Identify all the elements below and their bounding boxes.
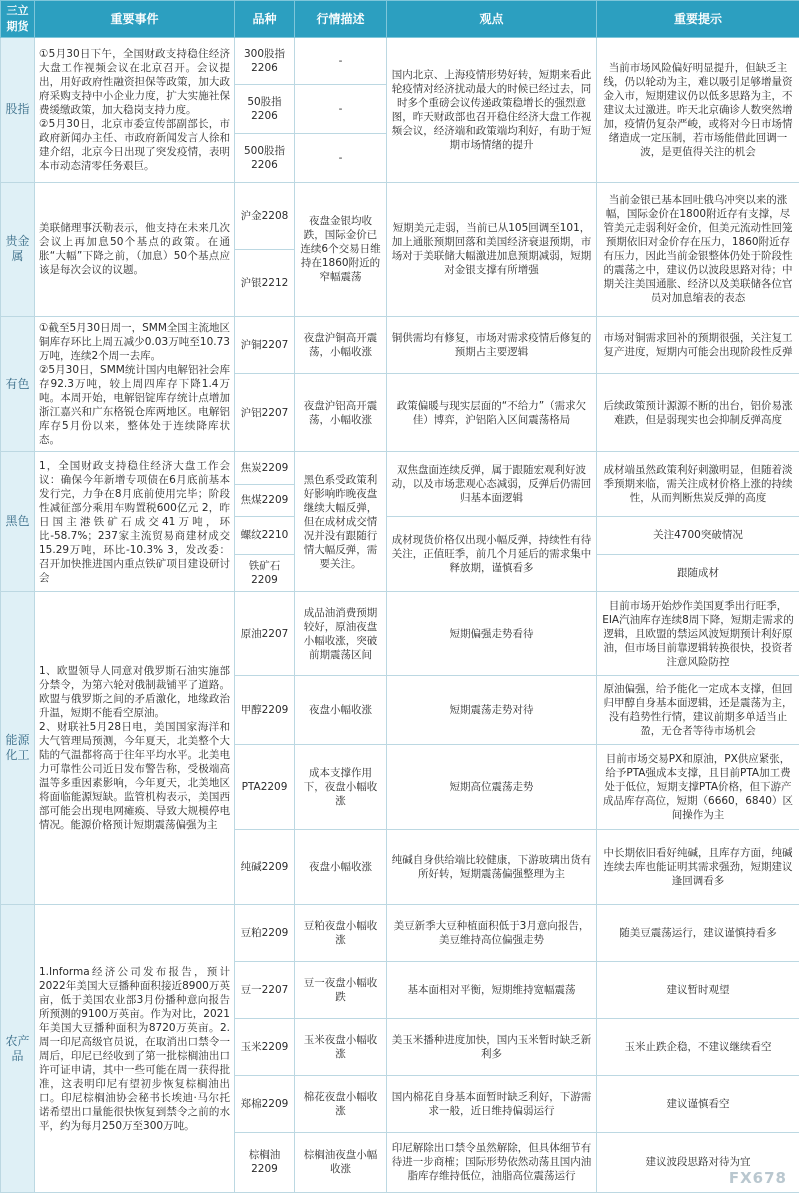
event-cell: 1，全国财政支持稳住经济大盘工作会议：确保今年新增专项债在6月底前基本发行完，力争在8月底前使用完毕；阶段性减征部分乘用车购置税600亿元 2，昨日国主港铁矿石成交41万吨，环比-58.7%；237家主流贸易商建材成交15.29万吨，环比-10.3% 3，发改委：召开加快推进国内重点铁矿项目建设研讨会: [35, 452, 235, 592]
sector-label: 黑色: [1, 452, 35, 592]
header-row: [1, 1, 799, 38]
header-variety: 品种: [235, 1, 295, 38]
view-cell: 双焦盘面连续反弹，属于跟随宏观利好波动，以及市场悲观心态减弱，反弹后仍需回归基本面逻辑: [387, 452, 597, 517]
variety-cell: 沪铝2207: [235, 373, 295, 451]
market-cell: 成品油消费预期较好，原油夜盘小幅收涨，突破前期震荡区间: [295, 592, 387, 675]
variety-cell: 沪铜2207: [235, 316, 295, 373]
market-cell: 夜盘小幅收涨: [295, 830, 387, 905]
tip-cell: 建议波段思路对待为宜: [597, 1132, 799, 1192]
view-cell: 短期美元走弱，当前已从105回调至101，加上通胀预期回落和美国经济衰退预期，市场对于美联储大幅激进加息预期减弱，短期对金银支撑有所增强: [387, 182, 597, 316]
sector-label: 农产品: [1, 905, 35, 1193]
variety-cell: 豆一2207: [235, 962, 295, 1019]
variety-cell: 50股指2206: [235, 85, 295, 134]
table-row: [1, 182, 799, 249]
event-cell: 1、欧盟领导人同意对俄罗斯石油实施部分禁令，为第六轮对俄制裁铺平了道路。欧盟与俄罗斯之间的矛盾激化，地缘政治升温，短期不能看空原油。 2、财联社5月28日电，美国国家海洋和大气管理局预测，今年夏天，北美整个大陆的气温都将高于往年平均水平。北美电力可靠性公司近日发布警告称，受极端高温等多重因素影响，今年夏天，北美地区将面临能源短缺。监管机构表示，美国西部可能会出现电网瘫痪、导致大规模停电情况。能源价格预计短期震荡偏强为主: [35, 592, 235, 905]
tip-cell: 后续政策预计源源不断的出台，铝价易涨难跌，但是弱现实也会抑制反弹高度: [597, 373, 799, 451]
variety-cell: 玉米2209: [235, 1019, 295, 1076]
table-row: [1, 452, 799, 485]
view-cell: 美玉米播种进度加快，国内玉米暂时缺乏新利多: [387, 1019, 597, 1076]
market-cell: -: [295, 85, 387, 134]
header-event: 重要事件: [35, 1, 235, 38]
market-cell: 棉花夜盘小幅收涨: [295, 1076, 387, 1133]
variety-cell: 焦煤2209: [235, 484, 295, 517]
tip-cell: 随美豆震荡运行，建议谨慎持看多: [597, 905, 799, 962]
tip-cell: 跟随成材: [597, 554, 799, 592]
tip-cell: 建议暂时观望: [597, 962, 799, 1019]
market-cell: 夜盘沪铝高开震荡，小幅收涨: [295, 373, 387, 451]
tip-cell: 当前金银已基本回吐俄乌冲突以来的涨幅，国际金价在1800附近存有支撑，尽管美元走弱利好金价，但美元流动性回笼预期依旧对金价存在压力，1860附近存有压力，因此当前金银整体仍处于阶段性的震荡之中，建议仍以波段思路对待；中期关注美国通胀、经济以及美联储各位官员对加息缩表的表态: [597, 182, 799, 316]
tip-cell: 玉米止跌企稳，不建议继续看空: [597, 1019, 799, 1076]
market-cell: 成本支撑作用下，夜盘小幅收涨: [295, 744, 387, 829]
tip-cell: 目前市场交易PX和原油，PX供应紧张，给予PTA强成本支撑，且目前PTA加工费处于低位，短期支撑PTA价格，但下游产成品库存高位，短期（6660，6840）区间操作为主: [597, 744, 799, 829]
event-cell: ①5月30日下午，全国财政支持稳住经济大盘工作视频会议在北京召开。会议提出，用好政府性融资担保等政策，加大政府采购支持中小企业力度，扩大实施社保费缓缴政策，加大稳岗支持力度。 ②5月30日，北京市委宣传部副部长，市政府新闻办主任、市政府新闻发言人徐和建介绍，北京今日出现了突发疫情，表明本市动态清零任务艰巨。: [35, 37, 235, 182]
table-row: [1, 905, 799, 962]
variety-cell: 沪银2212: [235, 249, 295, 316]
variety-cell: 500股指2206: [235, 134, 295, 183]
sector-label: 有色: [1, 316, 35, 451]
market-cell: 黑色系受政策利好影响昨晚夜盘继续大幅反弹，但在成材成交情况并没有跟随行情大幅反弹，需要关注。: [295, 452, 387, 592]
header-sector: 三立期货: [1, 1, 35, 38]
tip-cell: 成材端虽然政策利好刺激明显，但随着淡季预期来临，需关注成材价格上涨的持续性，从而判断焦炭反弹的高度: [597, 452, 799, 517]
view-cell: 短期震荡走势对待: [387, 675, 597, 744]
tip-cell: 中长期依旧看好纯碱，且库存方面，纯碱连续去库也能证明其需求强劲，短期建议逢回调看多: [597, 830, 799, 905]
market-cell: 夜盘金银均收跌，国际金价已连续6个交易日维持在1860附近的窄幅震荡: [295, 182, 387, 316]
tip-cell: 当前市场风险偏好明显提升，但缺乏主线，仍以轮动为主，难以吸引足够增量资金入市，短期建议仍以低多思路为主，不建议太过激进。昨天北京确诊人数突然增加，疫情仍复杂严峻，或将对今日市场情绪造成一定压制，若市场能借此回调一波，是更值得关注的机会: [597, 37, 799, 182]
tip-cell: 原油偏强，给予能化一定成本支撑，但回归甲醇自身基本面逻辑，还是震荡为主，没有趋势性行情，建议前期多单适当止盈，无仓者等待市场机会: [597, 675, 799, 744]
view-cell: 国内棉花自身基本面暂时缺乏利好，下游需求一般，近日维持偏弱运行: [387, 1076, 597, 1133]
variety-cell: 甲醇2209: [235, 675, 295, 744]
variety-cell: 螺纹2210: [235, 517, 295, 555]
market-cell: 夜盘沪铜高开震荡，小幅收涨: [295, 316, 387, 373]
market-cell: 豆粕夜盘小幅收涨: [295, 905, 387, 962]
variety-cell: 豆粕2209: [235, 905, 295, 962]
market-cell: -: [295, 37, 387, 85]
sector-label: 能源化工: [1, 592, 35, 905]
tip-cell: 关注4700突破情况: [597, 517, 799, 555]
view-cell: 短期高位震荡走势: [387, 744, 597, 829]
view-cell: 美豆新季大豆种植面积低于3月意向报告，美豆维持高位偏强走势: [387, 905, 597, 962]
view-cell: 国内北京、上海疫情形势好转，短期来看此轮疫情对经济扰动最大的时候已经过去，同时多个重磅会议传递政策稳增长的强烈意图，昨天财政部也召开稳住经济大盘工作视频会议，经济端和政策端均利好，有助于短期市场情绪的提升: [387, 37, 597, 182]
tip-cell: 建议谨慎看空: [597, 1076, 799, 1133]
variety-cell: 铁矿石2209: [235, 554, 295, 592]
view-cell: 短期偏强走势看待: [387, 592, 597, 675]
view-cell: 基本面相对平衡，短期维持宽幅震荡: [387, 962, 597, 1019]
view-cell: 政策偏暖与现实层面的“不给力”（需求欠佳）博弈，沪铝陷入区间震荡格局: [387, 373, 597, 451]
table-row: [1, 316, 799, 373]
header-view: 观点: [387, 1, 597, 38]
view-cell: 纯碱自身供给端比较健康，下游玻璃出货有所好转，短期震荡偏强整理为主: [387, 830, 597, 905]
view-cell: 成材现货价格仅出现小幅反弹，持续性有待关注，正值旺季，前几个月延后的需求集中释放期，谨慎看多: [387, 517, 597, 592]
table-row: [1, 37, 799, 85]
variety-cell: 郑棉2209: [235, 1076, 295, 1133]
variety-cell: 棕榈油2209: [235, 1132, 295, 1192]
variety-cell: PTA2209: [235, 744, 295, 829]
event-cell: 美联储理事沃勒表示，他支持在未来几次会议上再加息50个基点的政策。在通胀“大幅”下降之前，（加息）50个基点应该是每次会议的议题。: [35, 182, 235, 316]
market-cell: -: [295, 134, 387, 183]
sector-label: 贵金属: [1, 182, 35, 316]
header-market: 行情描述: [295, 1, 387, 38]
header-tip: 重要提示: [597, 1, 799, 38]
sector-label: 股指: [1, 37, 35, 182]
variety-cell: 沪金2208: [235, 182, 295, 249]
event-cell: 1.Informa经济公司发布报告，预计2022年美国大豆播种面积接近8900万英亩，低于美国农业部3月份播种意向报告所预测的9100万英亩。作为对比，2021年美国大豆播种面积为8720万英亩。2.周一印尼高级官员说，在取消出口禁令一周后，印尼已经收到了第一批棕榈油出口许可证申请，其中一些可能在周一获得批准，这表明印尼有望初步恢复棕榈油出口。印尼棕榈油协会秘书长埃迪·马尔托诺希望出口量能很快恢复到禁令之前的水平，约为每月250万至300万吨。: [35, 905, 235, 1193]
view-cell: 印尼解除出口禁令虽然解除，但具体细节有待进一步商榷；国际形势依然动荡且国内油脂库存维持低位，油脂高位震荡运行: [387, 1132, 597, 1192]
market-cell: 夜盘小幅收涨: [295, 675, 387, 744]
variety-cell: 焦炭2209: [235, 452, 295, 485]
market-cell: 豆一夜盘小幅收跌: [295, 962, 387, 1019]
variety-cell: 原油2207: [235, 592, 295, 675]
table-row: [1, 592, 799, 675]
tip-cell: 目前市场开始炒作美国夏季出行旺季，EIA汽油库存连续8周下降，短期走需求的逻辑，且欧盟的禁运风波短期预计利好原油，但市场目前靠逻辑转换很快，投资者注意风险防控: [597, 592, 799, 675]
market-cell: 玉米夜盘小幅收涨: [295, 1019, 387, 1076]
variety-cell: 300股指2206: [235, 37, 295, 85]
event-cell: ①截至5月30日周一，SMM全国主流地区铜库存环比上周五减少0.03万吨至10.73万吨，连续2个周一去库。 ②5月30日，SMM统计国内电解铝社会库存92.3万吨，较上周四库存下降1.4万吨。本周开始，电解铝锭库存统计点增加浙江嘉兴和广东格锐仓库两地区。电解铝库存5月份以来，整体处于连续降库状态。: [35, 316, 235, 451]
market-cell: 棕榈油夜盘小幅收涨: [295, 1132, 387, 1192]
tip-cell: 市场对铜需求回补的预期很强，关注复工复产进度，短期内可能会出现阶段性反弹: [597, 316, 799, 373]
view-cell: 铜供需均有修复，市场对需求疫情后修复的预期占主要逻辑: [387, 316, 597, 373]
watermark: FX678: [728, 1169, 787, 1187]
variety-cell: 纯碱2209: [235, 830, 295, 905]
